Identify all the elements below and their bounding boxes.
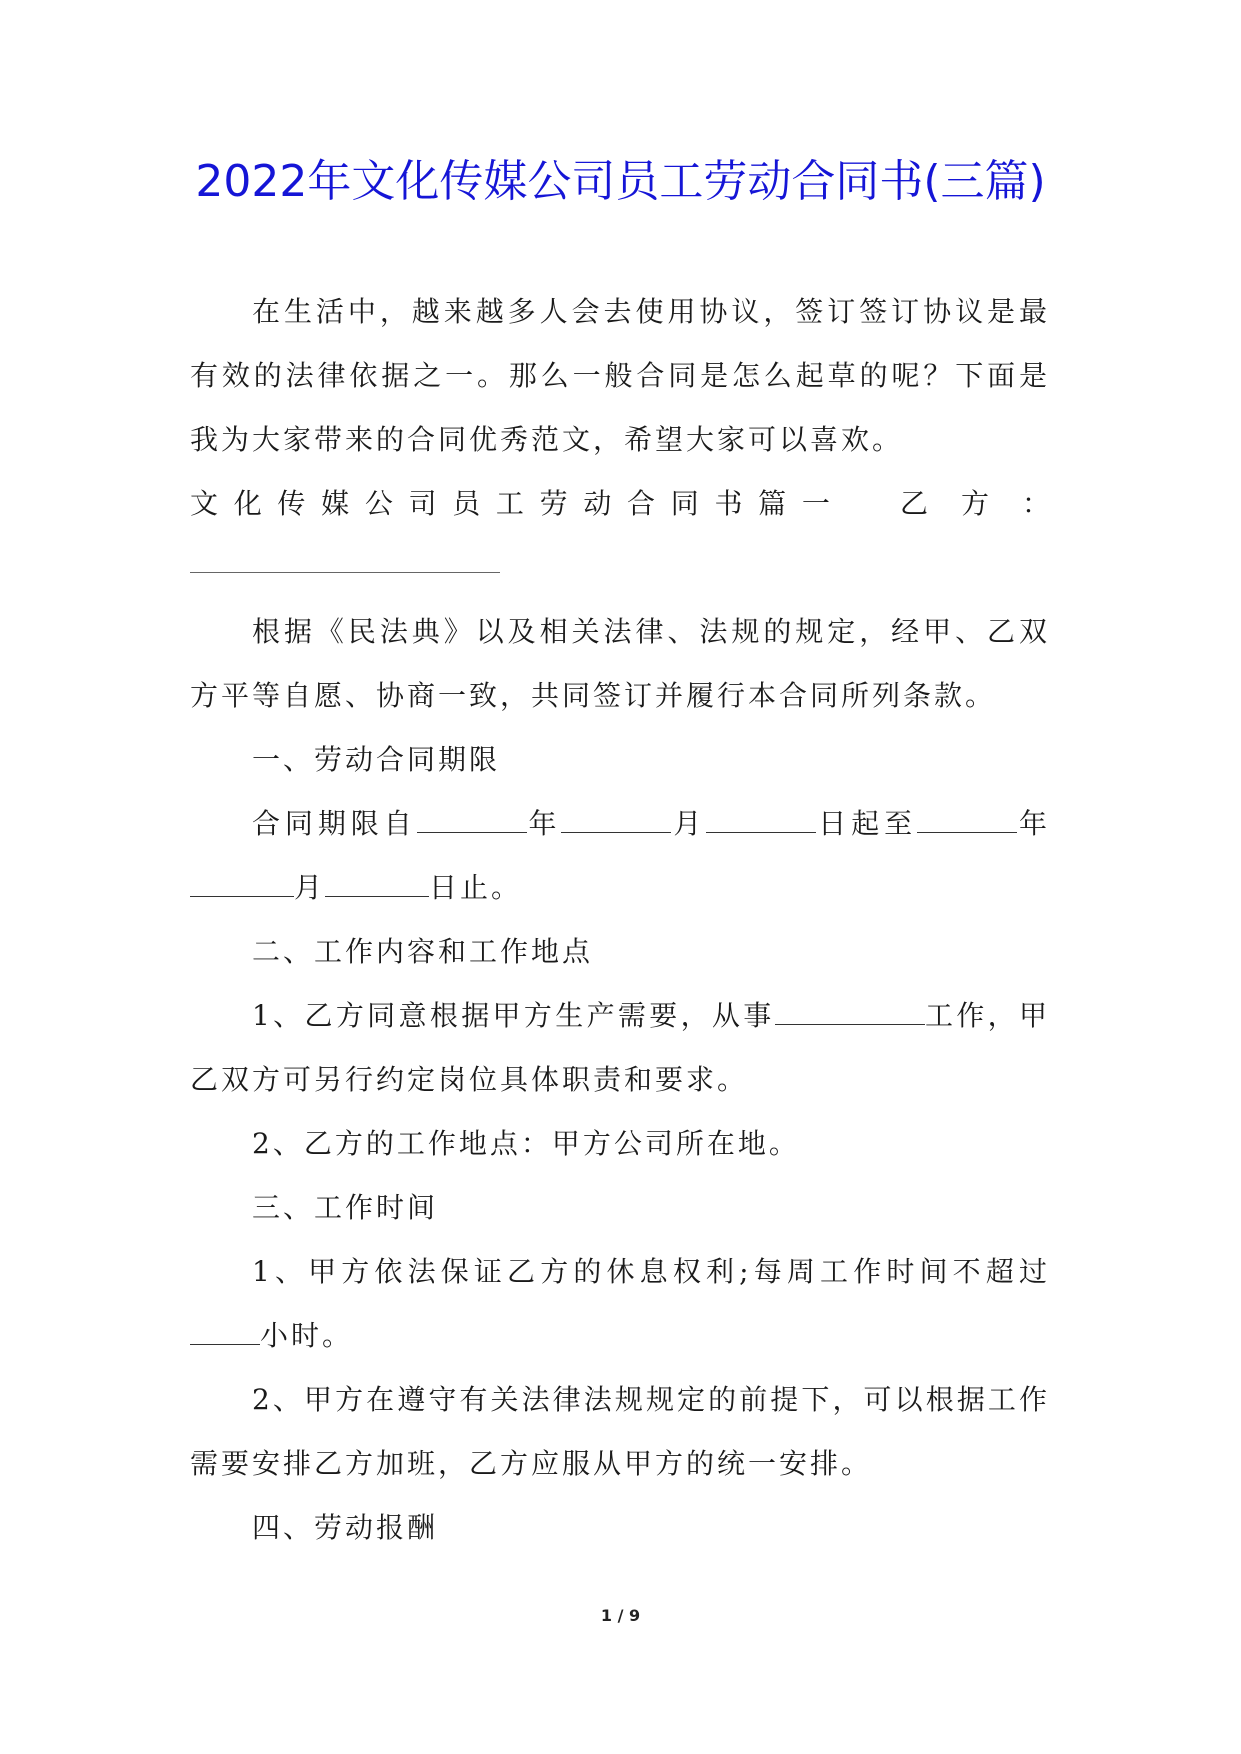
end-year-blank xyxy=(917,808,1017,833)
section-1-title: 一、劳动合同期限 xyxy=(252,743,501,776)
heading-char: 公 xyxy=(364,487,393,520)
intro-paragraph: 在生活中，越来越多人会去使用协议，签订签订协议是最有效的法律依据之一。那么一般合同是怎么起草的呢？下面是我为大家带来的合同优秀范文，希望大家可以喜欢。 xyxy=(190,295,1050,456)
heading-char: 动 xyxy=(583,487,612,520)
page-indicator: 1 / 9 xyxy=(600,1606,641,1625)
party-b-signature-line xyxy=(190,536,1050,600)
section-3-item-1 xyxy=(190,1240,1050,1368)
heading-char: 篇 xyxy=(758,487,787,520)
end-month-label: 月 xyxy=(294,871,326,904)
party-b-char-1: 乙 xyxy=(900,487,929,520)
basis-paragraph: 根据《民法典》以及相关法律、法规的规定，经甲、乙双方平等自愿、协商一致，共同签订并履行本合同所列条款。 xyxy=(190,615,1050,712)
start-day-blank xyxy=(706,808,816,833)
heading-char: 化 xyxy=(233,487,262,520)
document-body xyxy=(190,280,1050,1560)
end-year-label: 年 xyxy=(1017,807,1050,840)
end-day-blank xyxy=(325,872,429,897)
hours-blank xyxy=(190,1320,260,1345)
heading-char: 媒 xyxy=(321,487,350,520)
s2-item1-text-a: 1、乙方同意根据甲方生产需要，从事 xyxy=(252,999,775,1032)
contract-heading xyxy=(190,472,830,536)
section-3-item-2: 2、甲方在遵守有关法律法规规定的前提下，可以根据工作需要安排乙方加班，乙方应服从甲方的统一安排。 xyxy=(190,1383,1050,1480)
heading-char: 传 xyxy=(277,487,306,520)
heading-char: 书 xyxy=(714,487,743,520)
s2-item1-text-b: 工作，甲乙双方可另行约定岗位具体职责和要求。 xyxy=(190,999,1050,1096)
job-title-blank xyxy=(775,1000,925,1025)
heading-char: 司 xyxy=(408,487,437,520)
heading-char: 文 xyxy=(190,487,219,520)
section-heading-line xyxy=(190,472,1050,536)
section-2-title: 二、工作内容和工作地点 xyxy=(252,935,594,968)
end-month-blank xyxy=(190,872,294,897)
heading-char: 员 xyxy=(452,487,481,520)
s3-item1-text-a: 1、甲方依法保证乙方的休息权利;每周工作时间不超过 xyxy=(252,1255,1050,1288)
start-month-blank xyxy=(561,808,671,833)
heading-char: 合 xyxy=(627,487,656,520)
year-label: 年 xyxy=(526,807,562,840)
term-label: 合同期限自 xyxy=(252,807,417,840)
heading-char: 同 xyxy=(670,487,699,520)
heading-char: 工 xyxy=(495,487,524,520)
document-title: 2022年文化传媒公司员工劳动合同书(三篇) xyxy=(195,156,1046,207)
month-label: 月 xyxy=(671,807,707,840)
party-b-char-2: 方 xyxy=(960,487,989,520)
day-from-label: 日起至 xyxy=(816,807,918,840)
contract-term-paragraph xyxy=(190,792,1050,920)
s3-item1-text-b: 小时。 xyxy=(260,1319,354,1352)
heading-char: 劳 xyxy=(539,487,568,520)
section-3-title: 三、工作时间 xyxy=(252,1191,439,1224)
signature-underline xyxy=(190,572,500,573)
day-end-label: 日止。 xyxy=(429,871,523,904)
section-4-title: 四、劳动报酬 xyxy=(252,1511,439,1544)
section-2-item-1 xyxy=(190,984,1050,1112)
party-b-label xyxy=(900,472,1050,536)
heading-char: 一 xyxy=(801,487,830,520)
start-year-blank xyxy=(417,808,527,833)
section-2-item-2: 2、乙方的工作地点：甲方公司所在地。 xyxy=(252,1127,800,1160)
party-b-colon: ： xyxy=(1021,487,1050,520)
